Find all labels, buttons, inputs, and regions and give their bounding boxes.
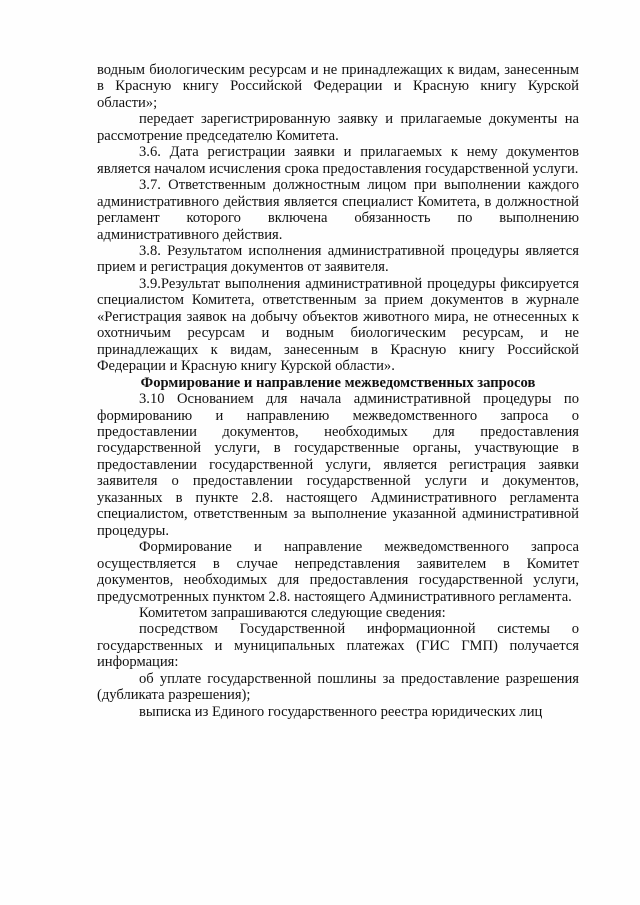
paragraph-continuation: водным биологическим ресурсам и не принадлежащих к видам, занесенным в Красную книгу Российской Федерации и Красную книгу Курской области»; xyxy=(97,62,579,111)
paragraph-3-8: 3.8. Результатом исполнения административной процедуры является прием и регистрация документов от заявителя. xyxy=(97,242,579,276)
document-body xyxy=(97,62,579,720)
paragraph-3-9: 3.9.Результат выполнения административной процедуры фиксируется специалистом Комитета, ответственным за прием документов в журнале «Регистрация заявок на добычу объектов животного мира, не отнесенных к охотничьим ресурсам и водным биологическим ресурсам, и не принадлежащих к видам, занесенным в Красную книгу Российской Федерации и Красную книгу Курской области». xyxy=(97,275,579,375)
section-heading: Формирование и направление межведомственных запросов xyxy=(140,374,536,391)
paragraph-3-7: 3.7. Ответственным должностным лицом при выполнении каждого административного действия является специалист Комитета, в должностной регламент которого включена обязанность по выполнению административного действия. xyxy=(97,177,579,243)
paragraph-requested-info: Комитетом запрашиваются следующие сведения: xyxy=(139,604,446,621)
paragraph-transfer: передает зарегистрированную заявку и прилагаемые документы на рассмотрение председателю Комитета. xyxy=(97,111,579,144)
paragraph-egrul-extract: выписка из Единого государственного реестра юридических лиц xyxy=(139,703,543,720)
paragraph-formation: Формирование и направление межведомственного запроса осуществляется в случае непредставления заявителем в Комитет документов, необходимых для предоставления государственной услуги, предусмотренных пунктом 2.8. настоящего Административного регламента. xyxy=(97,539,579,605)
paragraph-gis-gmp: посредством Государственной информационной системы о государственных и муниципальных платежах (ГИС ГМП) получается информация: xyxy=(97,621,579,671)
paragraph-state-duty: об уплате государственной пошлины за предоставление разрешения (дубликата разрешения); xyxy=(97,670,579,704)
paragraph-3-10: 3.10 Основанием для начала административной процедуры по формированию и направлению межведомственного запроса о предоставлении документов, необходимых для предоставления государственной услуги, в государственные органы, участвующие в предоставлении государственной услуги, является регистрация заявки заявителя о предоставлении государственной услуги и документов, указанных в пункте 2.8. настоящего Административного регламента специалистом, ответственным за выполнение указанной административной процедуры. xyxy=(97,391,579,539)
paragraph-3-6: 3.6. Дата регистрации заявки и прилагаемых к нему документов является началом исчисления срока предоставления государственной услуги. xyxy=(97,144,579,177)
